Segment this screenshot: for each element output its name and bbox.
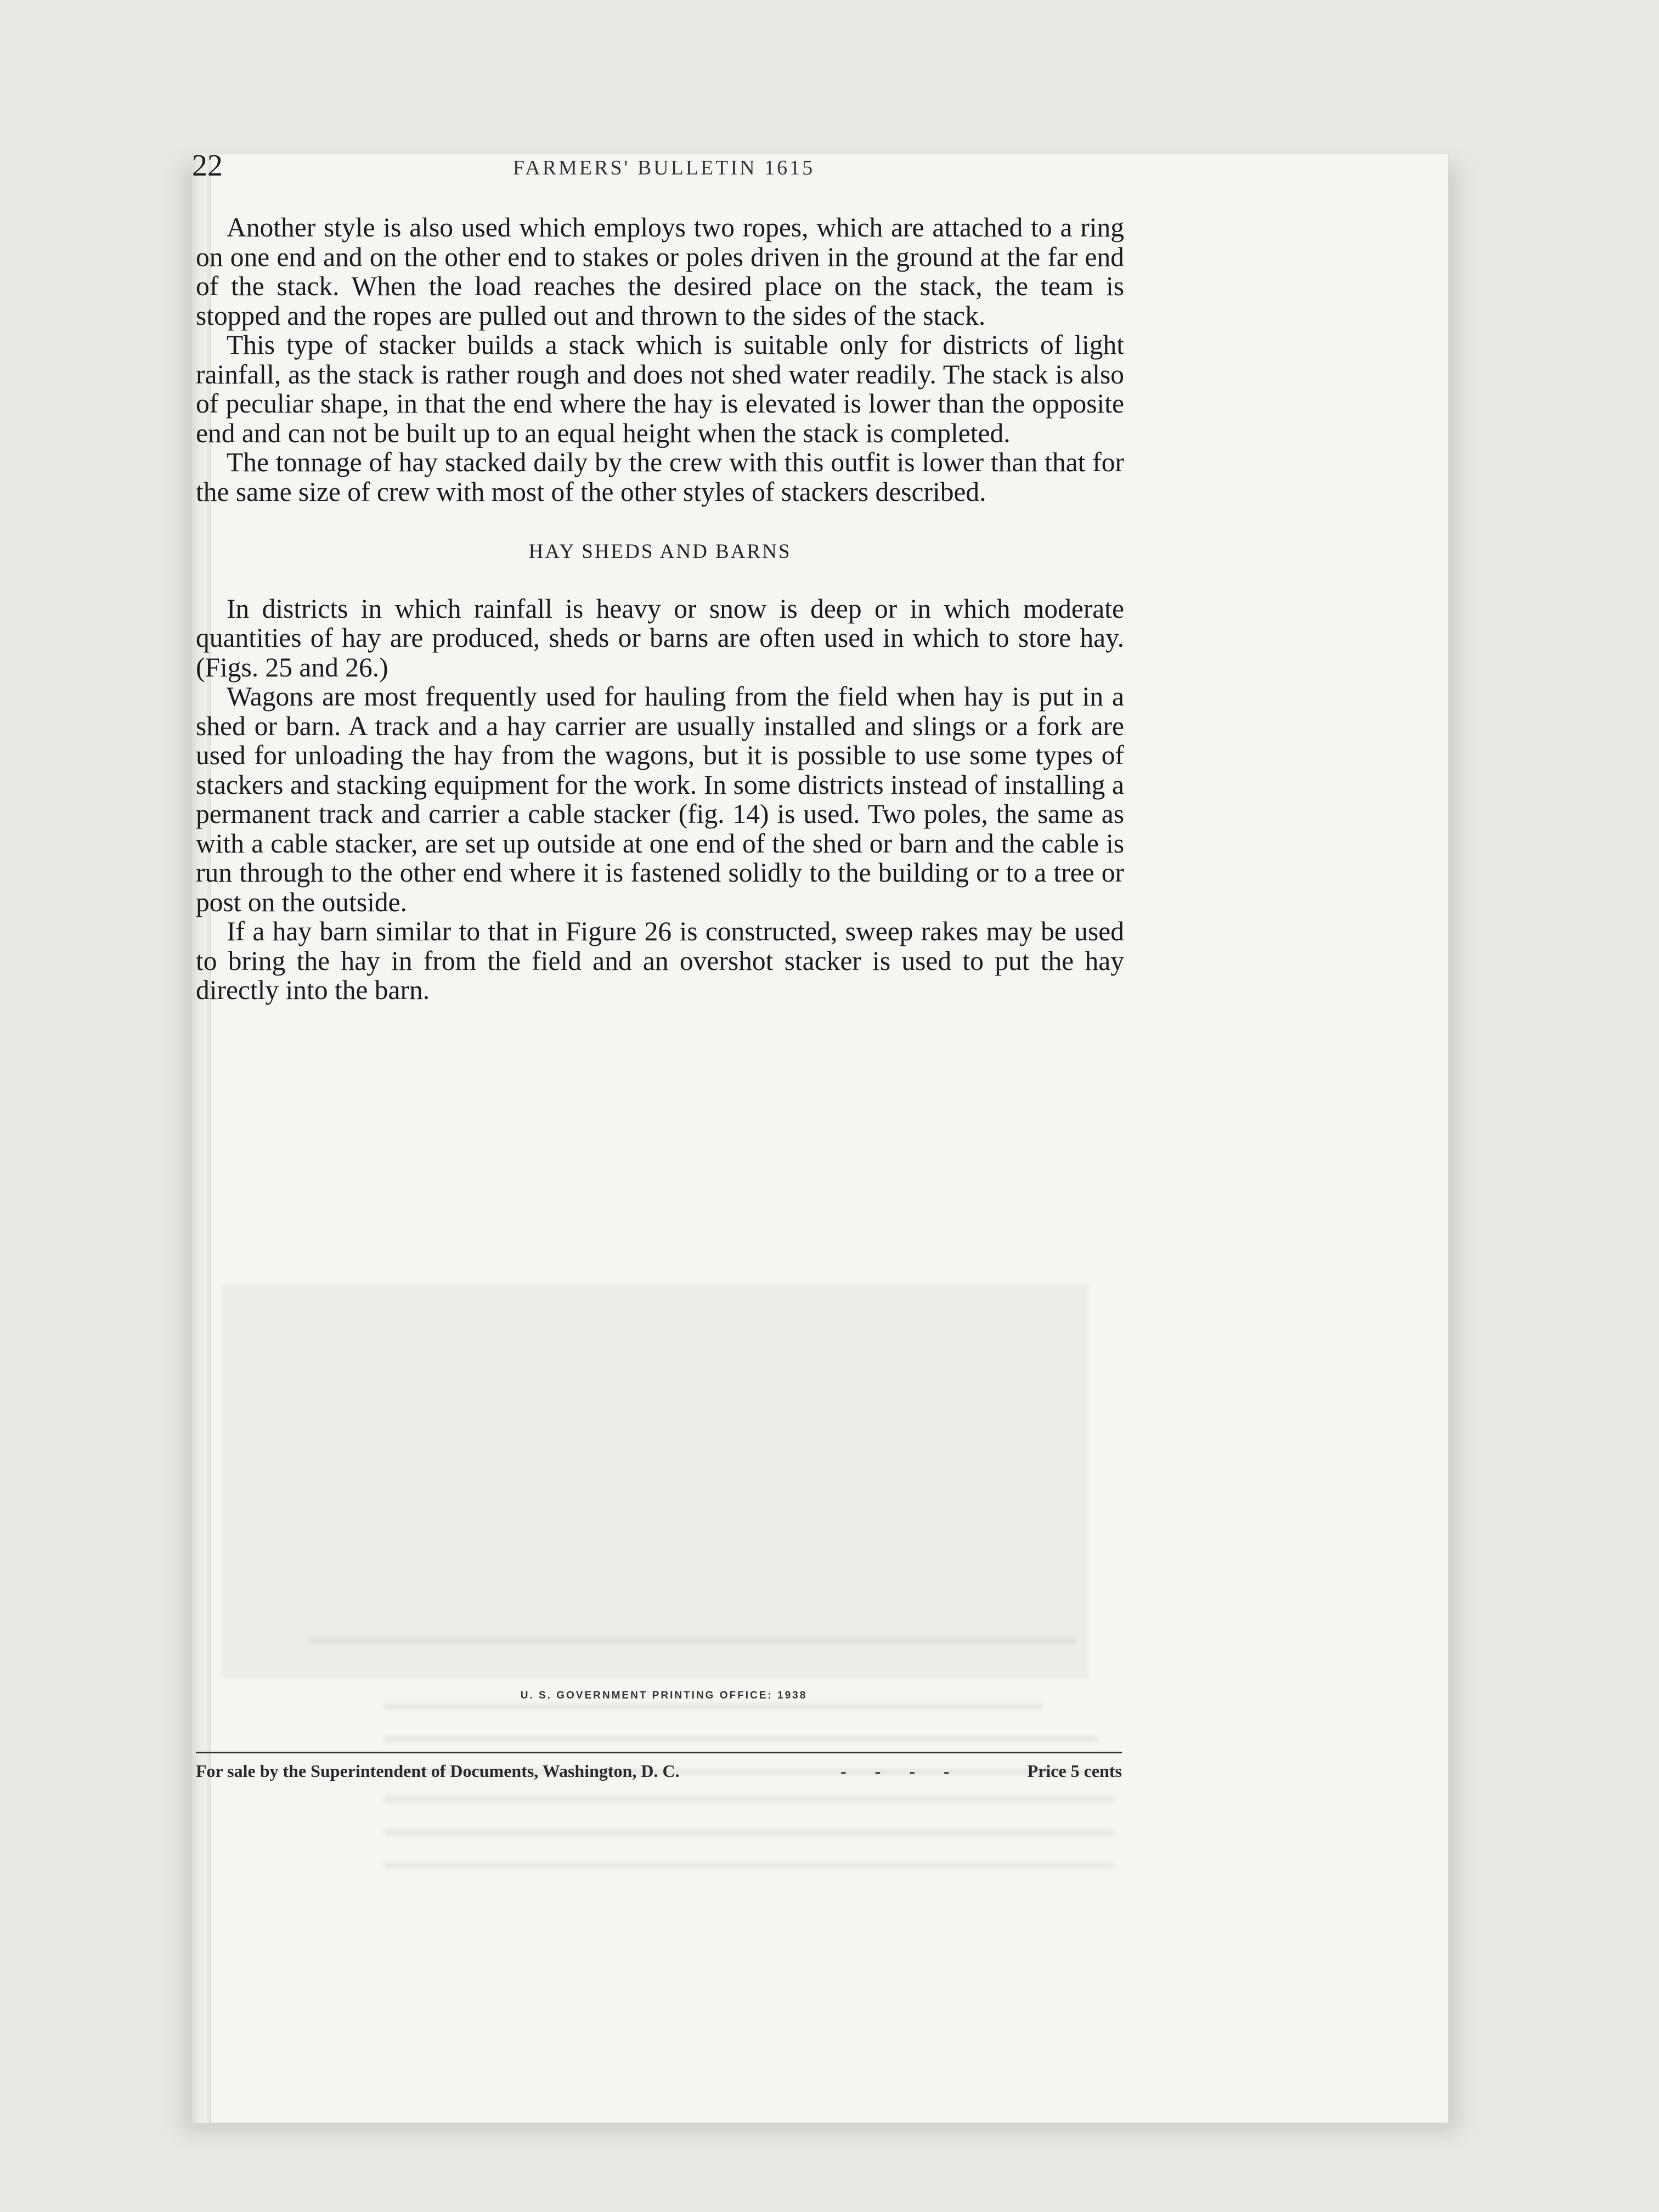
show-through-line: [384, 1797, 1114, 1802]
sale-notice: For sale by the Superintendent of Documents, Washington, D. C.: [196, 1761, 680, 1781]
paragraph: In districts in which rainfall is heavy or snow is deep or in which moderate quantities of hay are produced, sheds or barns are often used in which to store hay. (Figs. 25 and 26.): [196, 593, 1124, 682]
printing-office-imprint: U. S. GOVERNMENT PRINTING OFFICE: 1938: [520, 1690, 808, 1701]
price-label: Price 5 cents: [1027, 1761, 1122, 1781]
show-through-figure: [222, 1284, 1089, 1679]
show-through-line: [384, 1830, 1114, 1835]
show-through-line: [384, 1736, 1097, 1742]
running-head: FARMERS' BULLETIN 1615: [512, 156, 815, 179]
page-number: 22: [192, 149, 223, 183]
paragraph: Wagons are most frequently used for hauling from the field when hay is put in a shed or barn. A track and a hay carrier are usually installed and slings or a fork are used for unloading the hay from the wagons, but it is possible to use some types of stackers and stacking equipment for the work. In some districts instead of installing a permanent track and carrier a cable stacker (fig. 14) is used. Two poles, the same as with a cable stacker, are set up outside at one end of the shed or barn and the cable is run through to the other end where it is fastened solidly to the building or to a tree or post on the outside.: [196, 681, 1124, 917]
paragraph: The tonnage of hay stacked daily by the crew with this outfit is lower than that for the same size of crew with most of the other styles of stackers described.: [196, 447, 1124, 507]
paragraph: Another style is also used which employs two ropes, which are attached to a ring on one end and on the other end to stakes or poles driven in the ground at the far end of the stack. When the load reaches the desired place on the stack, the team is stopped and the ropes are pulled out and thrown to the sides of the stack.: [196, 212, 1124, 331]
page-header: [192, 148, 1136, 192]
footer-rule: [196, 1752, 1122, 1753]
show-through-line: [307, 1638, 1075, 1643]
show-through-line: [384, 1703, 1042, 1709]
section-heading: HAY SHEDS AND BARNS: [528, 540, 792, 563]
show-through-line: [384, 1863, 1114, 1868]
leader-dashes: - - - -: [840, 1761, 962, 1781]
paragraph: If a hay barn similar to that in Figure 26 is constructed, sweep rakes may be used to bring the hay in from the field and an overshot stacker is used to put the hay directly into the barn.: [196, 916, 1124, 1005]
paragraph: This type of stacker builds a stack which is suitable only for districts of light rainfall, as the stack is rather rough and does not shed water readily. The stack is also of peculiar shape, in that the end where the hay is elevated is lower than the opposite end and can not be built up to an equal height when the stack is completed.: [196, 330, 1124, 448]
body-text: [196, 213, 1124, 1005]
